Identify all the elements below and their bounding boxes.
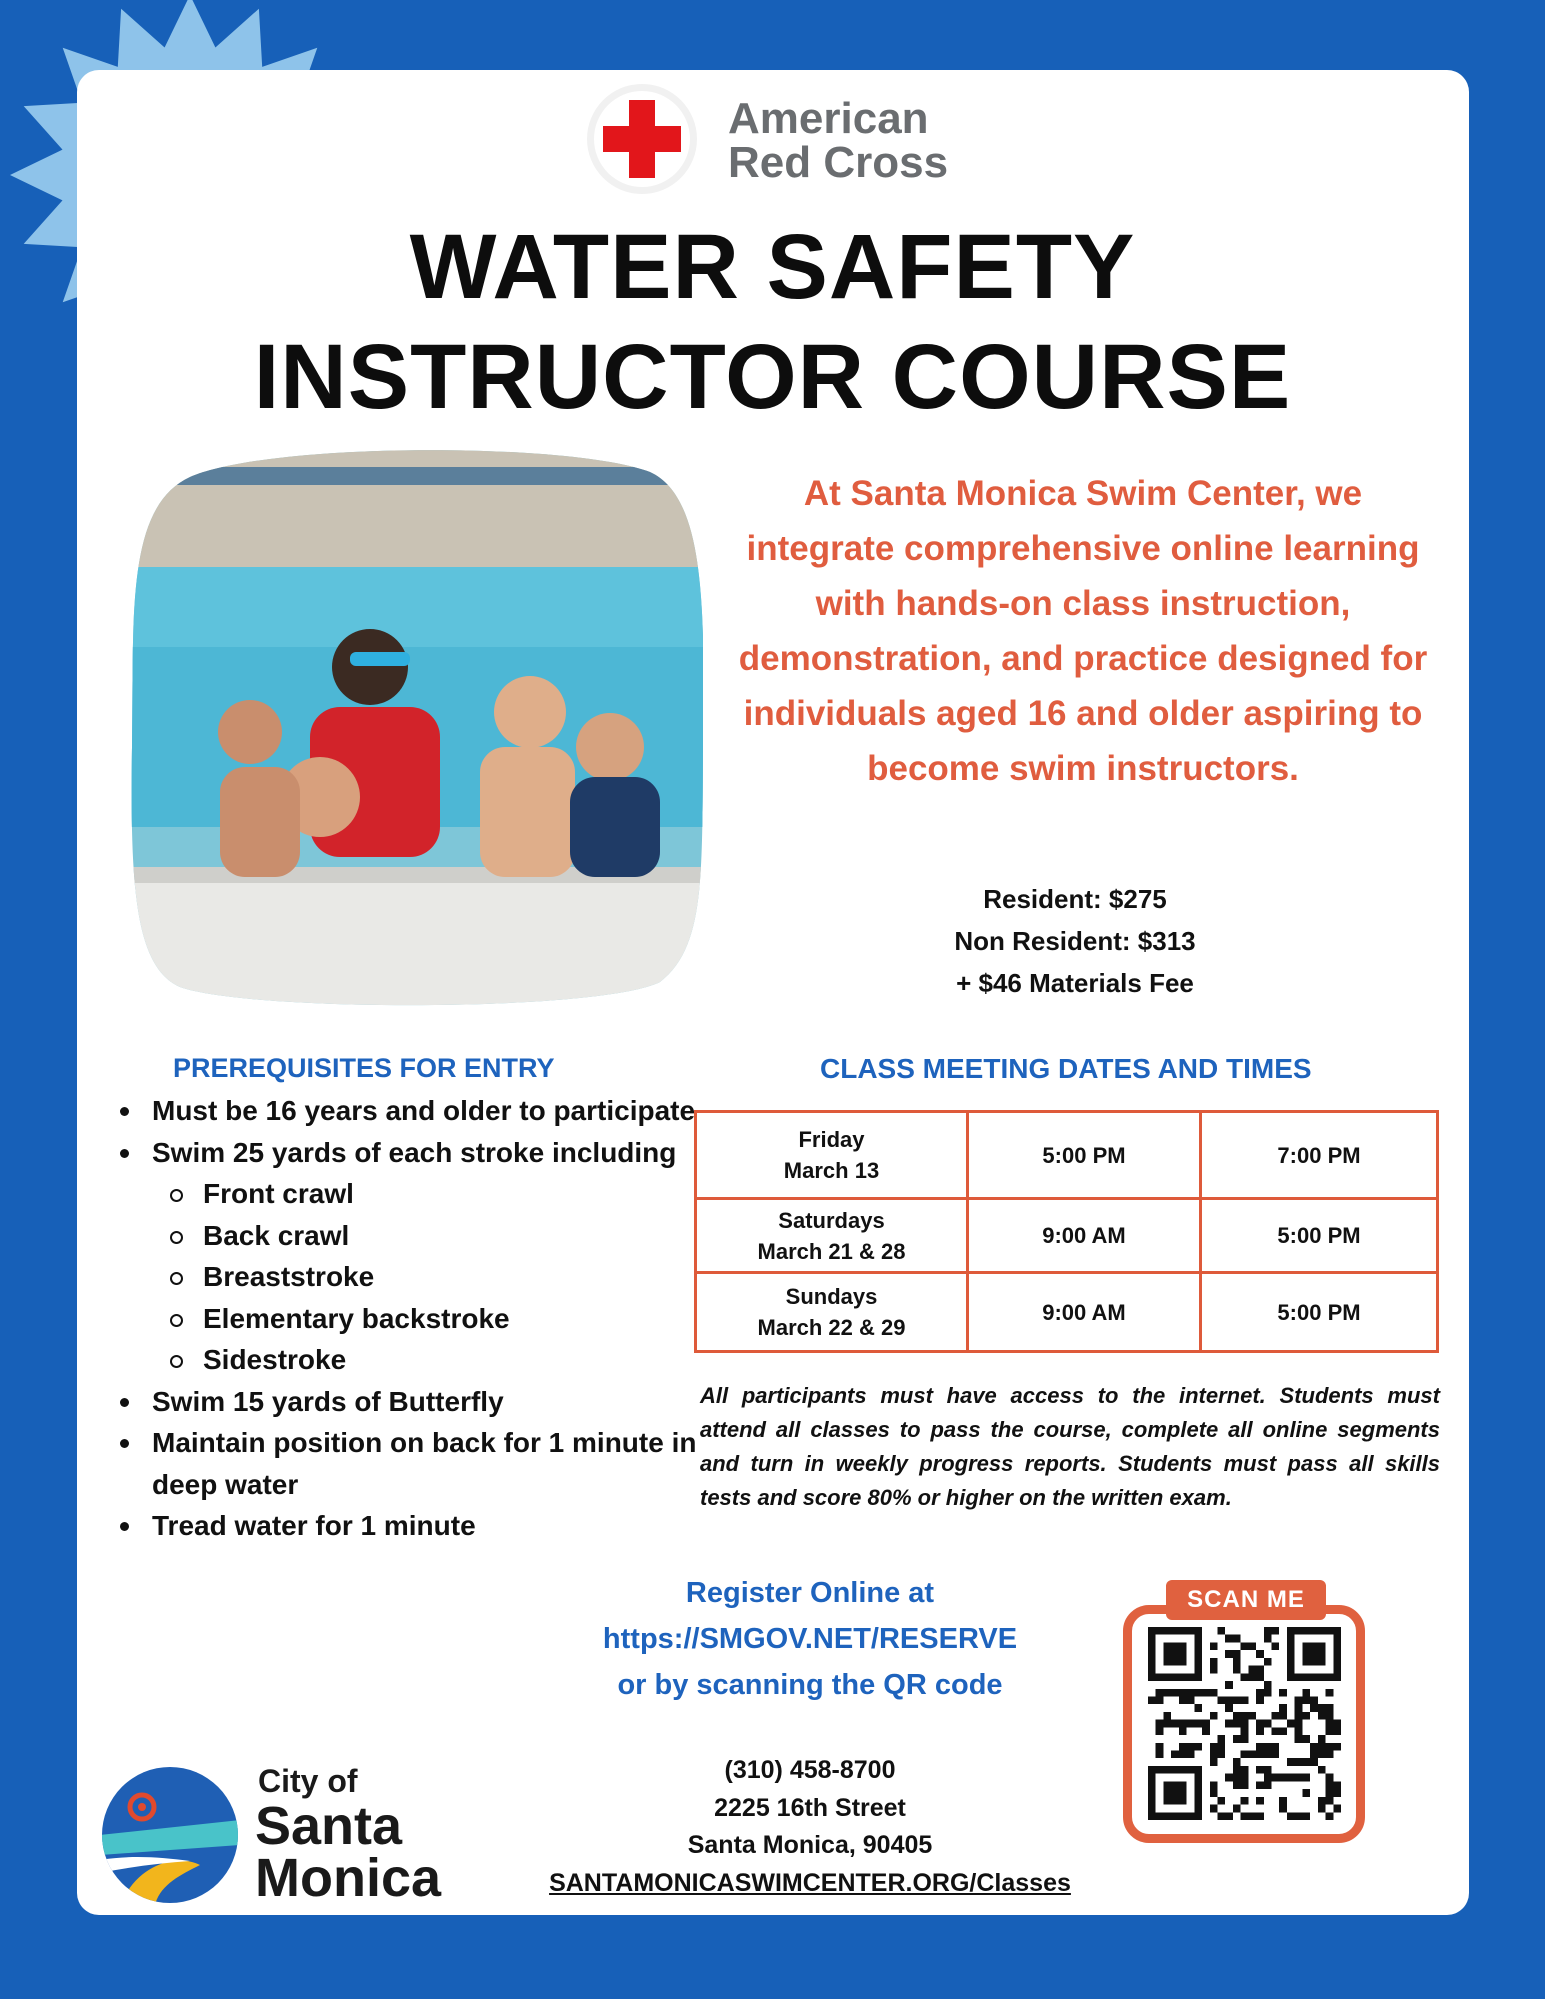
scan-me-label: SCAN ME <box>1166 1580 1326 1620</box>
register-line-3: or by scanning the QR code <box>617 1669 1003 1701</box>
course-title-line-1: WATER SAFETY <box>409 216 1136 318</box>
price-materials-fee: + $46 Materials Fee <box>956 968 1194 998</box>
schedule-row <box>697 1274 1436 1350</box>
prereq-item-tread-water: Tread water for 1 minute <box>118 1505 698 1547</box>
schedule-date: March 13 <box>783 1158 880 1183</box>
intro-paragraph: At Santa Monica Swim Center, we integrate comprehensive online learning with hands-on class instruction, demonstration, and practice designed for individuals aged 16 and older aspiring to become swim instructors. <box>738 474 1428 788</box>
schedule-day: Saturdays <box>778 1207 885 1233</box>
course-title <box>0 212 1545 432</box>
red-cross-logo-icon <box>585 82 699 196</box>
course-title-line-2: INSTRUCTOR COURSE <box>253 326 1292 428</box>
contact-phone: (310) 458-8700 <box>724 1756 896 1784</box>
santa-monica-logo-icon <box>100 1765 240 1905</box>
schedule-start-time: 9:00 AM <box>969 1200 1202 1271</box>
register-url-link[interactable]: https://SMGOV.NET/RESERVE <box>602 1623 1018 1655</box>
requirements-note: All participants must have access to the internet. Students must attend all classes to pass the course, complete all online segments and turn in weekly progress reports. Students must pass all skills tests and score 80% or higher on the written exam. <box>700 1383 1440 1510</box>
pool-photo <box>130 447 703 1007</box>
schedule-end-time: 5:00 PM <box>1277 1299 1361 1325</box>
schedule-date: March 22 & 29 <box>757 1315 906 1340</box>
prereq-subitem-elementary-backstroke: Elementary backstroke <box>118 1298 698 1340</box>
prereq-subitem-sidestroke: Sidestroke <box>118 1339 698 1381</box>
city-logo-name-line-1: Santa <box>255 1796 403 1856</box>
contact-block <box>530 1752 1090 1902</box>
schedule-date: March 21 & 28 <box>757 1238 906 1264</box>
schedule-table <box>694 1110 1439 1353</box>
schedule-day: Friday <box>798 1127 865 1152</box>
city-logo-prefix: City of <box>258 1763 358 1799</box>
schedule-end-time: 7:00 PM <box>1277 1142 1361 1168</box>
prereq-subitem-breaststroke: Breaststroke <box>118 1256 698 1298</box>
schedule-heading: CLASS MEETING DATES AND TIMES <box>820 1053 1312 1084</box>
red-cross-wordmark <box>728 94 949 187</box>
schedule-day-cell <box>697 1274 969 1350</box>
schedule-row <box>697 1113 1436 1200</box>
pricing-block <box>870 878 1280 1004</box>
register-block <box>560 1570 1060 1708</box>
red-cross-wordmark-line-2: Red Cross <box>728 138 949 187</box>
city-logo-name <box>255 1796 442 1908</box>
red-cross-wordmark-line-1: American <box>728 94 929 143</box>
prerequisites-heading: PREREQUISITES FOR ENTRY <box>173 1053 555 1083</box>
contact-website-link[interactable]: SANTAMONICASWIMCENTER.ORG/Classes <box>549 1868 1071 1897</box>
prereq-item-back-float: Maintain position on back for 1 minute in deep water <box>118 1422 698 1505</box>
prereq-subitem-front-crawl: Front crawl <box>118 1173 698 1215</box>
prereq-subitem-back-crawl: Back crawl <box>118 1215 698 1257</box>
prereq-item-age: Must be 16 years and older to participate <box>118 1090 698 1132</box>
register-line-1: Register Online at <box>685 1577 935 1609</box>
schedule-start-time: 9:00 AM <box>969 1274 1202 1350</box>
city-logo-name-line-2: Monica <box>255 1848 442 1908</box>
schedule-day: Sundays <box>785 1284 878 1309</box>
schedule-day-cell <box>697 1113 969 1197</box>
qr-code[interactable] <box>1148 1627 1341 1820</box>
schedule-end-time: 5:00 PM <box>1277 1223 1361 1248</box>
contact-city: Santa Monica, 90405 <box>687 1831 933 1859</box>
price-resident: Resident: $275 <box>983 884 1167 914</box>
prereq-item-butterfly: Swim 15 yards of Butterfly <box>118 1381 698 1423</box>
contact-street: 2225 16th Street <box>714 1793 906 1822</box>
schedule-day-cell <box>697 1200 969 1271</box>
schedule-start-time: 5:00 PM <box>969 1113 1202 1197</box>
schedule-row <box>697 1200 1436 1274</box>
price-non-resident: Non Resident: $313 <box>954 926 1196 956</box>
prereq-item-swim-strokes: Swim 25 yards of each stroke including <box>118 1132 698 1174</box>
prerequisites-list <box>118 1090 698 1547</box>
